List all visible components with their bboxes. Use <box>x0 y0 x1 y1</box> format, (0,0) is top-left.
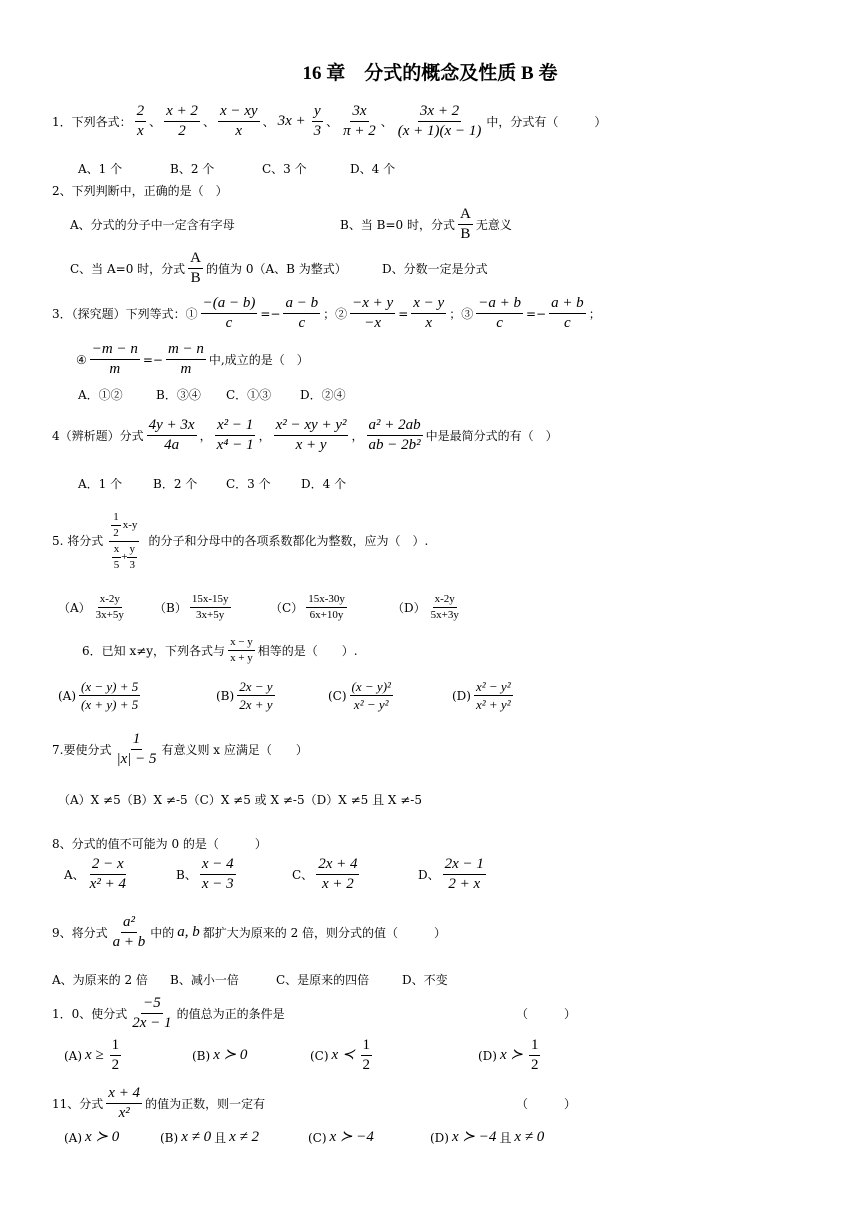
q9-options <box>52 974 448 986</box>
q11-option-c[interactable]: (C) x ≻ −4 <box>308 1129 374 1145</box>
q3-option-c[interactable]: C．①③ <box>226 388 272 402</box>
q6-option-a[interactable]: (A) $\frac{(x - y) + 5}{(x + y) + 5}$ <box>58 679 139 712</box>
q6-option-c[interactable]: (C) $\frac{\text{(x − y)²}}{\text{x² − y²}}$ <box>328 679 391 712</box>
q1-options <box>78 163 395 175</box>
page-title: 16 章 分式的概念及性质 B 卷 <box>302 63 558 84</box>
q5-option-b[interactable]: （B） $\frac{15x-15y}{3x+5y}$ <box>154 593 229 621</box>
q3-options <box>78 389 346 401</box>
q2-option-a[interactable]: A、分式的分子中一定含有字母 <box>70 217 235 232</box>
question-10: 1．0、使分式 $\frac{-5}{2x - 1}$ 的值总为正的条件是 <box>52 995 285 1031</box>
q8-option-b[interactable]: B、 $\frac{x - 4}{x - 3}$ <box>176 856 234 892</box>
q3-option-b[interactable]: B．③④ <box>156 388 201 402</box>
q1-option-d[interactable]: D、4 个 <box>350 162 396 176</box>
q1-expr-4: $\frac{y}{3}$ <box>313 103 322 139</box>
q1-option-b[interactable]: B、2 个 <box>170 162 215 176</box>
q9-option-a[interactable]: A、为原来的 2 倍 <box>52 973 148 987</box>
q9-option-c[interactable]: C、是原来的四倍 <box>276 973 370 987</box>
question-5: 5. 将分式 $\frac{1}{2}$ x-y $\frac{x}{5}$ + $\frac{y}{3}$ 的分子和分母中的各项系数都化为整数，应为（ ）. <box>52 510 429 571</box>
q3-option-d[interactable]: D．②④ <box>300 388 346 402</box>
q1-expr-5: $\frac{3x}{\pi + 2}$ <box>343 103 376 139</box>
q10-answer-blank[interactable]: （ ） <box>516 1007 577 1021</box>
q1-option-c[interactable]: C、3 个 <box>262 162 307 176</box>
q1-expr-3: $\frac{x - xy}{x}$ <box>219 103 258 139</box>
q2-option-b[interactable]: B、当 B=0 时，分式 $\frac{A}{B}$ 无意义 <box>340 206 512 242</box>
q11-option-d[interactable]: (D) x ≻ −4 且 x ≠ 0 <box>430 1129 545 1145</box>
q11-option-b[interactable]: (B) x ≠ 0 且 x ≠ 2 <box>160 1129 259 1145</box>
question-8-stem: 8、分式的值不可能为 0 的是（ ） <box>52 837 267 851</box>
q8-option-c[interactable]: C、 $\frac{2x + 4}{x + 2}$ <box>292 856 358 892</box>
question-7: 7.要使分式 $\frac{1}{|x| - 5}$ 有意义则 x 应满足（ ） <box>52 731 308 767</box>
q2-row-ab <box>70 207 512 242</box>
q10-options <box>64 1038 543 1073</box>
question-3: 3．（探究题）下列等式：① $\frac{-(a - b)}{c}$ =− $\frac{a - b}{c}$ ；② $\frac{-x + y}{-x}$ = $\frac{x - y}{x}$ ；③ $\frac{-a + b}{c}$ =− $\frac{a + b}{c}$ ； <box>52 295 601 331</box>
question-2-stem: 2、下列判断中，正确的是（ ） <box>52 184 228 198</box>
q8-option-a[interactable]: A、 $\frac{2 - x}{\text{x² + 4}}$ <box>64 856 126 892</box>
q1-expr-2: $\frac{x + 2}{2}$ <box>166 103 198 139</box>
question-1: 1．下列各式： $\frac{2}{x}$ 、 $\frac{x + 2}{2}$ 、 $\frac{x - xy}{x}$ 、 3x + $\frac{y}{3}$ 、 $\frac{3x}{\pi + 2}$ 、 $\frac{3x + 2}{(x + 1)(x - 1)}$ 中，分式有（ ） <box>52 103 607 139</box>
q5-option-a[interactable]: （A） $\frac{x-2y}{3x+5y}$ <box>58 593 124 621</box>
q2-option-d[interactable]: D、分数一定是分式 <box>382 261 488 276</box>
q11-options <box>64 1130 547 1145</box>
q9-option-d[interactable]: D、不变 <box>402 973 448 987</box>
q8-options <box>64 857 489 892</box>
question-11: 11、分式 $\frac{x + 4}{\text{x²}}$ 的值为正数，则一定有 <box>52 1085 266 1121</box>
q3-option-a[interactable]: A．①② <box>78 388 123 402</box>
q1-prefix: 1．下列各式： <box>52 114 132 129</box>
q10-option-c[interactable]: (C) x ≺ $\frac{1}{2}$ <box>310 1037 371 1073</box>
q9-option-b[interactable]: B、减小一倍 <box>170 973 239 987</box>
q7-options[interactable]: （A）X ≠5（B）X ≠-5（C）X ≠5 或 X ≠-5（D）X ≠5 且 X ≠-5 <box>58 793 422 807</box>
q10-option-b[interactable]: (B) x ≻ 0 <box>192 1047 248 1063</box>
q4-option-a[interactable]: A．1 个 <box>78 477 123 491</box>
q8-option-d[interactable]: D、 $\frac{2x - 1}{2 + x}$ <box>418 856 484 892</box>
q4-option-c[interactable]: C．3 个 <box>226 477 271 491</box>
q4-options <box>78 478 346 490</box>
q6-option-b[interactable]: (B) $\frac{2x - y}{2x + y}$ <box>216 679 273 712</box>
q4-option-b[interactable]: B．2 个 <box>153 477 198 491</box>
q11-answer-blank[interactable]: （ ） <box>516 1097 577 1111</box>
q5-complex-fraction: $\frac{1}{2}$ x-y $\frac{x}{5}$ + $\frac{y}{3}$ <box>109 512 139 571</box>
q6-option-d[interactable]: (D) $\frac{\text{x² − y²}}{\text{x² + y²}}$ <box>452 679 511 712</box>
question-6: 6．已知 x≠y，下列各式与 $\frac{x - y}{x + y}$ 相等的是（ ）. <box>82 636 358 664</box>
q5-option-d[interactable]: （D） $\frac{x-2y}{5x+3y}$ <box>392 593 459 621</box>
question-3-cont: ④ $\frac{-m - n}{m}$ =− $\frac{m - n}{m}$ 中,成立的是（ ） <box>76 341 309 377</box>
q4-option-d[interactable]: D．4 个 <box>301 477 347 491</box>
q5-options <box>58 594 464 621</box>
q1-expr-4-lead: 3x + <box>277 113 306 129</box>
q10-option-d[interactable]: (D) x ≻ $\frac{1}{2}$ <box>478 1037 539 1073</box>
question-4: 4（辨析题）分式 $\frac{4y + 3x}{4a}$ ， $\frac{\text{x² − 1}}{\text{x⁴ − 1}}$ ， $\frac{\text{x² − xy + y²}}{x + y}$ ， $\frac{\text{a² + 2ab}}{\text{ab − 2b²}}$ 中是最简分式的有（ ） <box>52 417 558 453</box>
q2-option-c[interactable]: C、当 A=0 时，分式 $\frac{A}{B}$ 的值为 0（A、B 为整式） <box>70 250 347 286</box>
q2-row-cd <box>70 251 488 286</box>
q10-option-a[interactable]: (A) x ≥ $\frac{1}{2}$ <box>64 1037 120 1073</box>
q11-option-a[interactable]: (A) x ≻ 0 <box>64 1129 120 1145</box>
question-9: 9、将分式 $\frac{\text{a²}}{a + b}$ 中的 a, b 都扩大为原来的 2 倍，则分式的值（ ） <box>52 914 447 950</box>
q1-suffix: 中，分式有（ ） <box>486 114 607 129</box>
q1-expr-6: $\frac{3x + 2}{(x + 1)(x - 1)}$ <box>397 103 482 139</box>
q1-option-a[interactable]: A、1 个 <box>78 162 123 176</box>
q1-expr-1: $\frac{2}{x}$ <box>136 103 145 139</box>
q6-options <box>58 680 516 711</box>
q5-option-c[interactable]: （C） $\frac{15x-30y}{6x+10y}$ <box>270 593 345 621</box>
